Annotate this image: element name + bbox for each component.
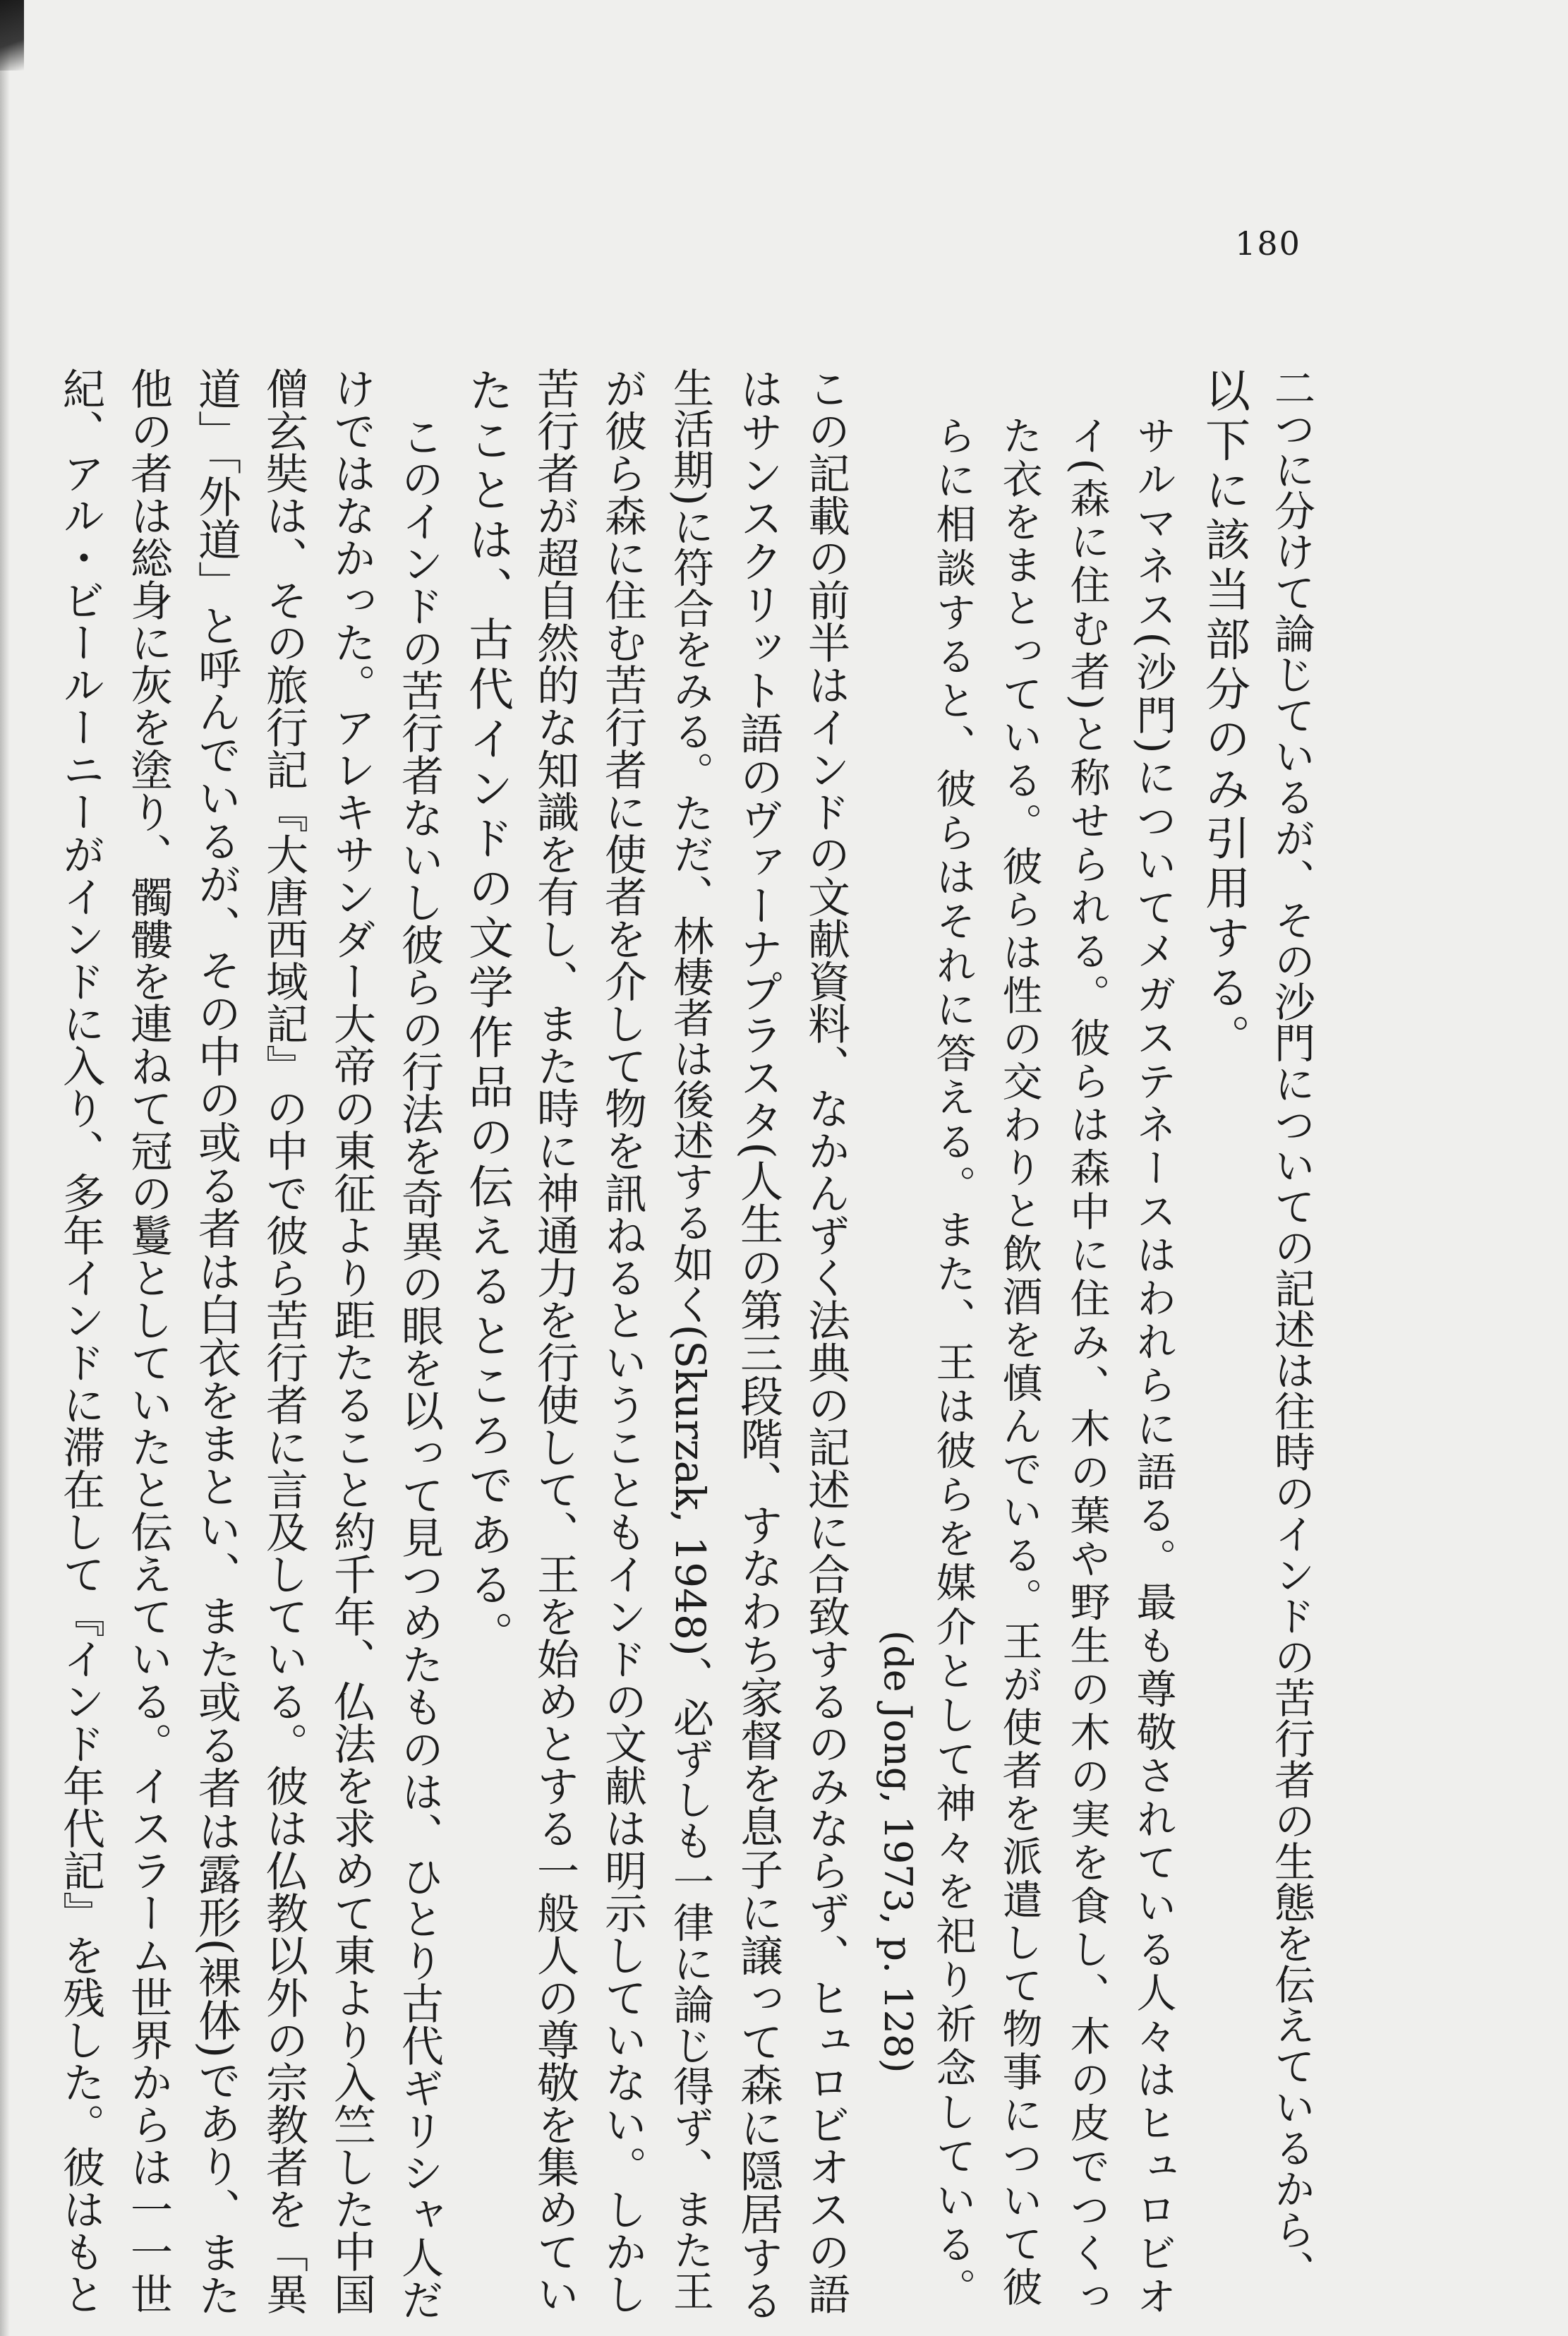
text-column-12: 道」「外道」と呼んでいるが、その中の或る者は白衣をまとい、また或る者は露形(裸体)であり、また bbox=[191, 367, 241, 2317]
text-column-5: 生活期)に符合をみる。ただ、林棲者は後述する如く(Skurzak, 1948)、必ずしも一律に論じ得ず、また王 bbox=[666, 367, 714, 2311]
text-column-3: この記載の前半はインドの文献資料、なかんずく法典の記述に合致するのみならず、ヒュロビオスの語 bbox=[801, 367, 850, 2315]
quote-column-1: サルマネス(沙門)についてメガステネースはわれらに語る。最も尊敬されている人々はヒュロビオ bbox=[1130, 415, 1176, 2319]
text-column-14: 紀、アル・ビールーニーがインドに入り、多年インドに滞在して『インド年代記』を残した。彼はもと bbox=[56, 367, 105, 2315]
quote-column-3: た衣をまとっている。彼らは性の交わりと飲酒を慎んでいる。王が使者を派遣して物事について彼 bbox=[996, 415, 1042, 2309]
text-column-10: けではなかった。アレキサンダー大帝の東征より距たること約千年、仏法を求めて東より入竺した中国 bbox=[327, 367, 376, 2315]
quote-column-2: イ(森に住む者)と称せられる。彼らは森中に住み、木の葉や野生の木の実を食し、木の皮でつくっ bbox=[1063, 415, 1110, 2319]
page-number: 180 bbox=[1235, 224, 1301, 263]
text-column-9: このインドの苦行者ないし彼らの行法を奇異の眼を以って見つめたものは、ひとり古代ギリシャ人だ bbox=[394, 415, 444, 2320]
page-edge-shadow bbox=[0, 0, 10, 2336]
text-column-11: 僧玄奘は、その旅行記『大唐西域記』の中で彼ら苦行者に言及している。彼は仏教以外の宗教者を「異 bbox=[259, 367, 308, 2315]
text-column-8: たことは、古代インドの文学作品の伝えるところである。 bbox=[461, 367, 513, 1661]
text-column-1: 二つに分けて論じているが、その沙門についての記述は往時のインドの苦行者の生態を伝えているから、 bbox=[1267, 367, 1315, 2291]
text-column-13: 他の者は総身に灰を塗り、髑髏を連ねて冠の鬘としていたと伝えている。イスラーム世界からは一一世 bbox=[123, 367, 173, 2315]
text-column-6: が彼ら森に住む苦行者に使者を介して物を訊ねるということもインドの文献は明示していない。しかし bbox=[598, 367, 647, 2315]
text-column-7: 苦行者が超自然的な知識を有し、また時に神通力を行使して、王を始めとする一般人の尊敬を集めてい bbox=[530, 367, 579, 2315]
quote-column-4: らに相談すると、彼らはそれに答える。また、王は彼らを媒介として神々を祀り祈念している。 bbox=[929, 415, 976, 2312]
text-column-4: はサンスクリット語のヴァーナプラスタ(人生の第三段階、すなわち家督を息子に譲って森に隠居する bbox=[733, 367, 783, 2321]
citation: (de Jong, 1973, p. 128) bbox=[876, 1630, 920, 2073]
text-column-2: 以下に該当部分のみ引用する。 bbox=[1198, 367, 1250, 1064]
corner-mark bbox=[0, 0, 24, 71]
